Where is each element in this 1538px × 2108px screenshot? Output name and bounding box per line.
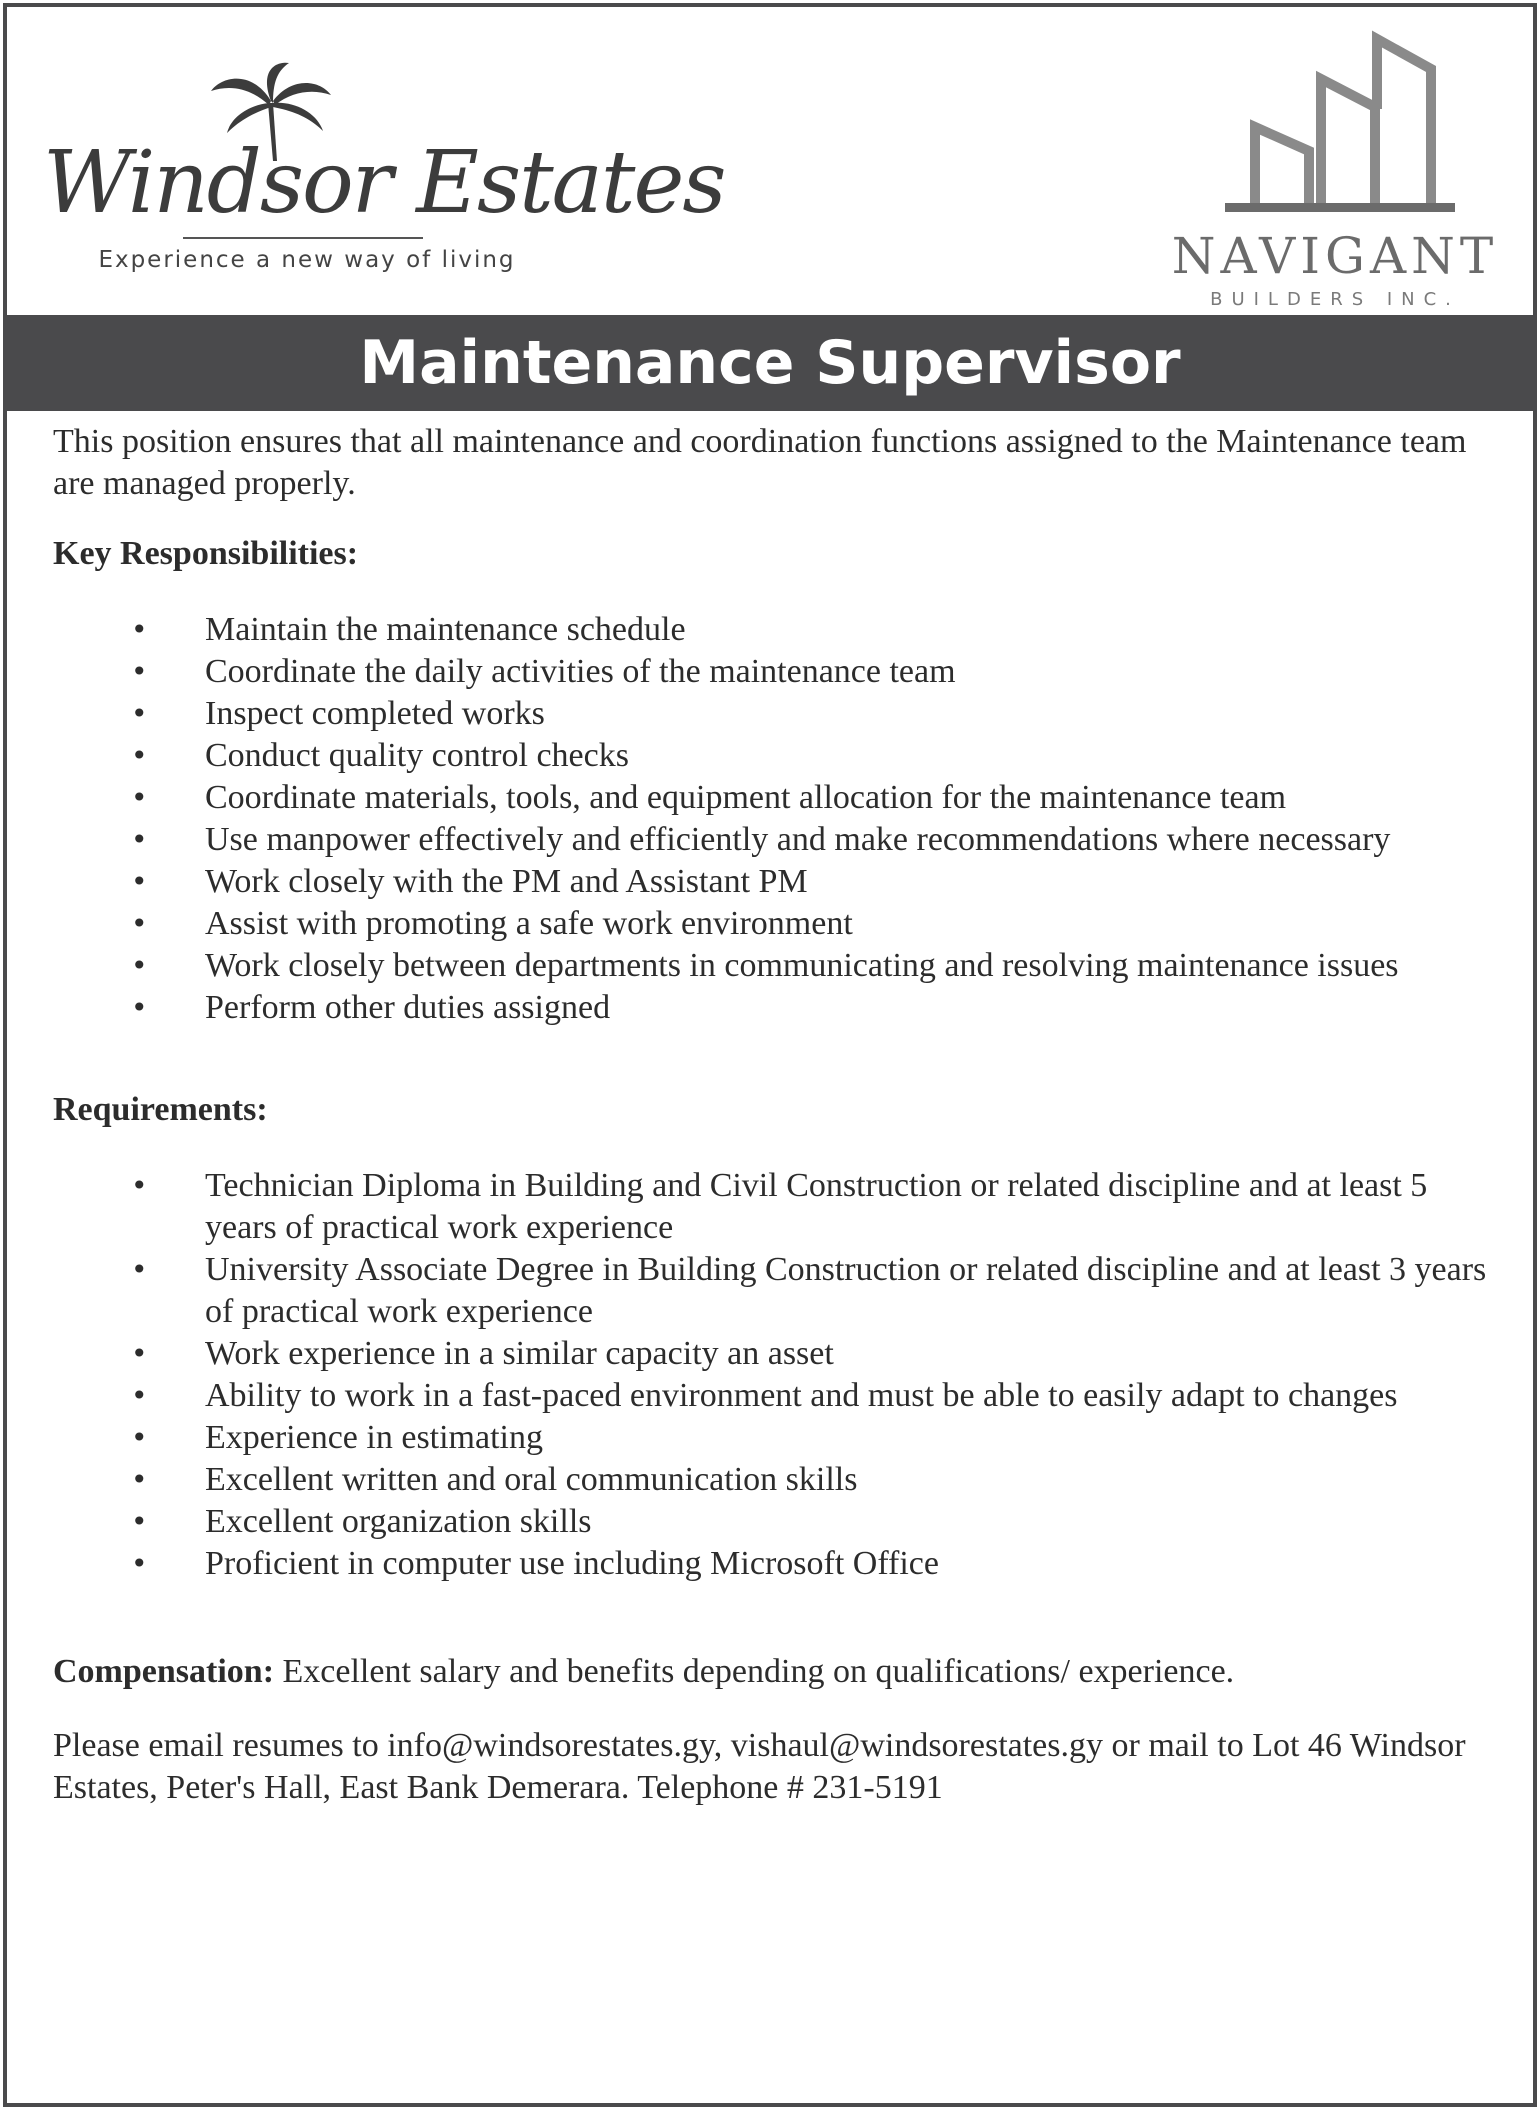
- compensation-text: Excellent salary and benefits depending on qualifications/ experience.: [282, 1653, 1235, 1690]
- list-item: • Inspect completed works: [53, 693, 1501, 735]
- navigant-logo: [1155, 27, 1515, 317]
- list-item: • Excellent organization skills: [53, 1501, 1501, 1543]
- buildings-icon: [1225, 27, 1455, 217]
- list-item: • Experience in estimating: [53, 1417, 1501, 1459]
- windsor-tagline: Experience a new way of living: [98, 247, 516, 273]
- compensation-label: Compensation:: [53, 1653, 275, 1690]
- list-item: • Coordinate materials, tools, and equipment allocation for the maintenance team: [53, 777, 1501, 819]
- list-item: • Technician Diploma in Building and Civil Construction or related discipline and at least 5 years of practical work experience: [53, 1165, 1501, 1249]
- contact-paragraph: Please email resumes to info@windsorestates.gy, vishaul@windsorestates.gy or mail to Lot 46 Windsor Estates, Peter's Hall, East Bank Demerara. Telephone # 231-5191: [53, 1727, 1466, 1806]
- navigant-wordmark: NAVIGANT: [1171, 227, 1499, 285]
- logo-divider: [183, 237, 423, 239]
- list-item: • University Associate Degree in Building Construction or related discipline and at least 3 years of practical work experience: [53, 1249, 1501, 1333]
- intro-paragraph: This position ensures that all maintenance and coordination functions assigned to the Maintenance team are managed properly.: [53, 423, 1467, 502]
- page-title: Maintenance Supervisor: [7, 315, 1533, 411]
- list-item: • Work closely between departments in communicating and resolving maintenance issues: [53, 945, 1501, 987]
- spacer: [53, 1585, 1493, 1651]
- list-item: • Coordinate the daily activities of the maintenance team: [53, 651, 1501, 693]
- list-item: • Excellent written and oral communication skills: [53, 1459, 1501, 1501]
- list-item: • Use manpower effectively and efficiently and make recommendations where necessary: [53, 819, 1501, 861]
- windsor-estates-wordmark: Windsor Estates: [43, 133, 725, 233]
- list-item: • Assist with promoting a safe work environment: [53, 903, 1501, 945]
- list-item: • Work experience in a similar capacity an asset: [53, 1333, 1501, 1375]
- requirements-list: [53, 1165, 1493, 1585]
- ad-body: [53, 421, 1493, 1809]
- list-item: • Work closely with the PM and Assistant PM: [53, 861, 1501, 903]
- compensation-paragraph: [53, 1651, 1283, 1693]
- list-item: • Proficient in computer use including Microsoft Office: [53, 1543, 1501, 1585]
- list-item: • Perform other duties assigned: [53, 987, 1501, 1029]
- spacer: [53, 1693, 1493, 1725]
- responsibilities-list: [53, 609, 1493, 1029]
- list-item: • Maintain the maintenance schedule: [53, 609, 1501, 651]
- list-item: • Ability to work in a fast-paced environment and must be able to easily adapt to changes: [53, 1375, 1501, 1417]
- ad-frame: [3, 3, 1537, 2107]
- windsor-estates-logo: [43, 61, 725, 281]
- navigant-subtitle: BUILDERS INC.: [1210, 289, 1460, 310]
- responsibilities-heading: Key Responsibilities:: [53, 535, 359, 572]
- requirements-heading: Requirements:: [53, 1091, 268, 1128]
- spacer: [53, 1029, 1493, 1089]
- list-item: • Conduct quality control checks: [53, 735, 1501, 777]
- header: [7, 7, 1533, 312]
